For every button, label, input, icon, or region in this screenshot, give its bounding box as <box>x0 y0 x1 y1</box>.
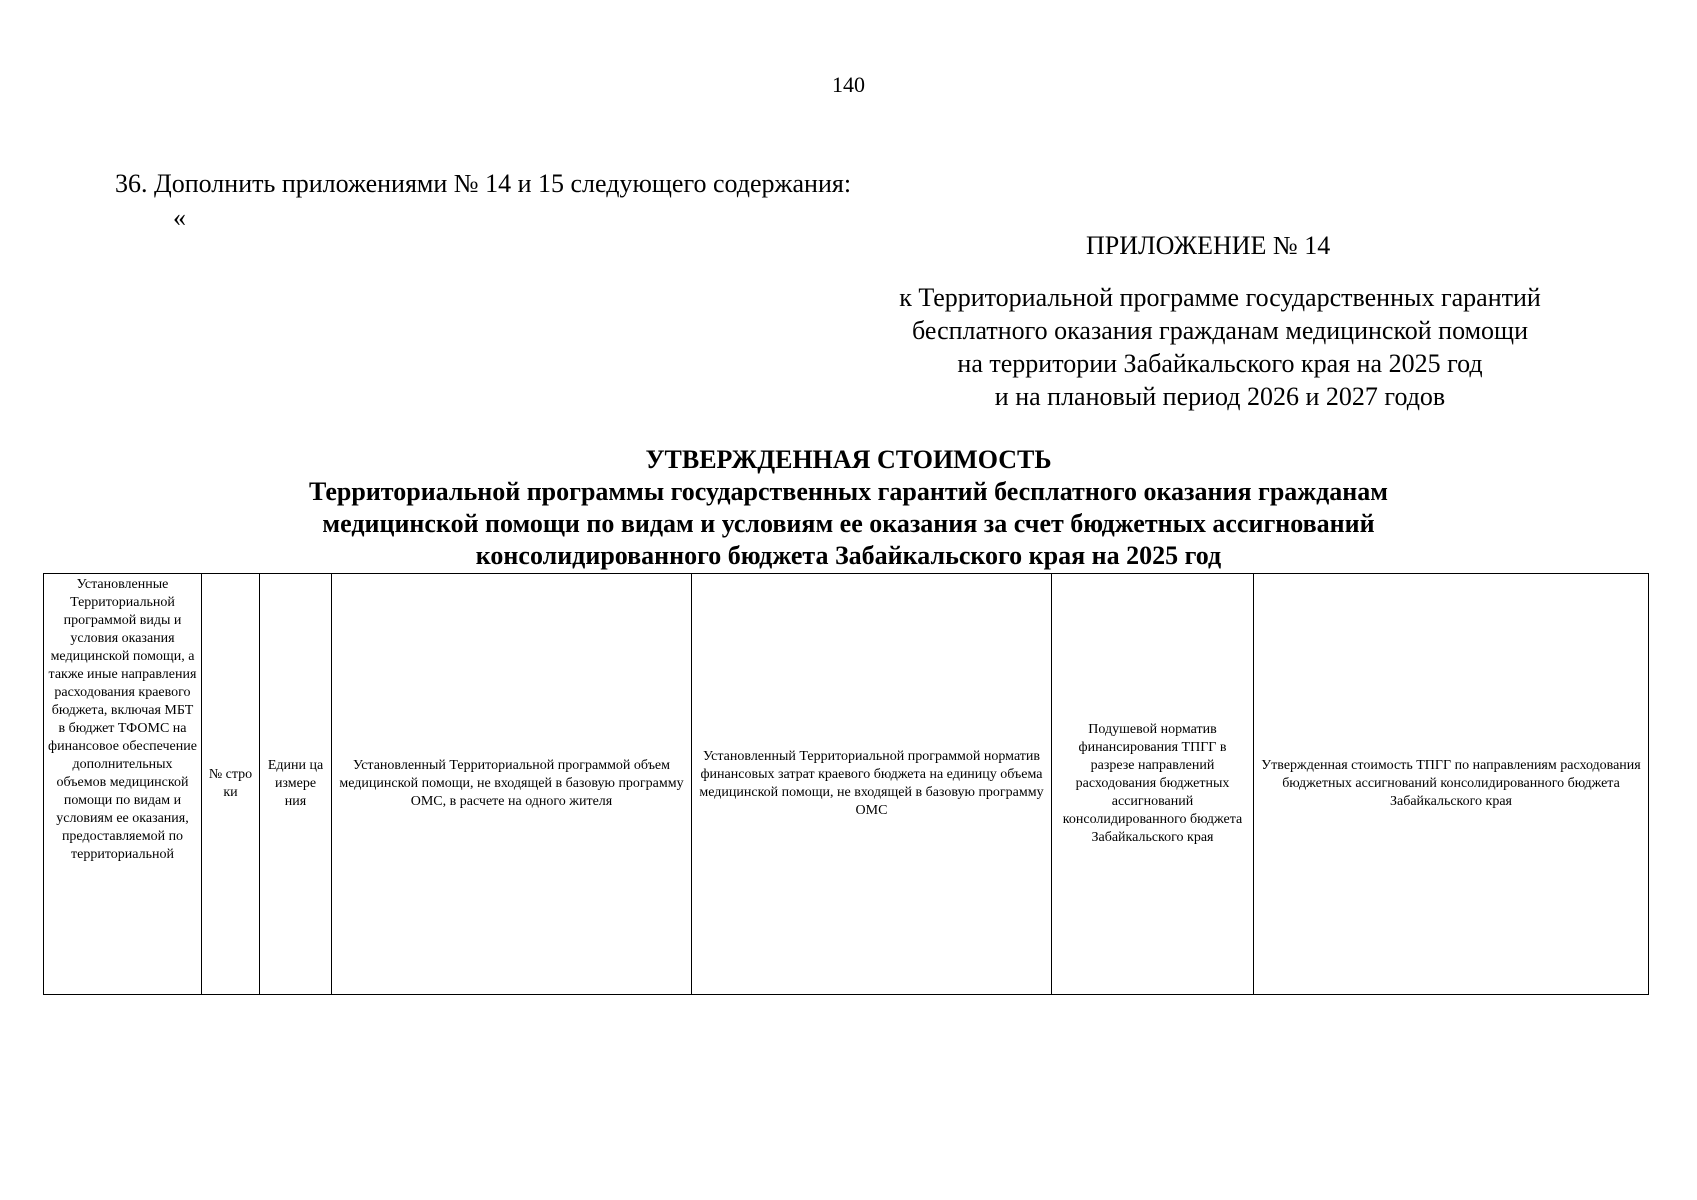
appendix-line: бесплатного оказания гражданам медицинской помощи <box>912 316 1528 345</box>
appendix-line: к Территориальной программе государственных гарантий <box>899 283 1541 312</box>
appendix-line: и на плановый период 2026 и 2027 годов <box>994 382 1446 411</box>
appendix-line: на территории Забайкальского края на 2025 год <box>957 349 1483 378</box>
intro-paragraph: 36. Дополнить приложениями № 14 и 15 следующего содержания: <box>115 169 852 198</box>
header-cell-volume: Установленный Территориальной программой объем медицинской помощи, не входящей в базовую программу ОМС, в расчете на одного жителя <box>332 574 692 995</box>
title-line: Территориальной программы государственных гарантий бесплатного оказания гражданам <box>309 477 1388 506</box>
page-number: 140 <box>832 72 865 97</box>
title-line: консолидированного бюджета Забайкальского края на 2025 год <box>475 541 1222 570</box>
header-cell-approved-cost: Утвержденная стоимость ТПГГ по направлениям расходования бюджетных ассигнований консолидированного бюджета Забайкальского края <box>1254 574 1649 995</box>
header-cell-row-number: № стро ки <box>202 574 260 995</box>
header-cell-per-capita-norm: Подушевой норматив финансирования ТПГГ в разрезе направлений расходования бюджетных ассигнований консолидированного бюджета Забайкальского края <box>1052 574 1254 995</box>
title-main: УТВЕРЖДЕННАЯ СТОИМОСТЬ <box>645 445 1052 474</box>
cost-table <box>43 573 1649 995</box>
title-line: медицинской помощи по видам и условиям ее оказания за счет бюджетных ассигнований <box>322 509 1375 538</box>
document-title <box>0 444 1697 572</box>
table-header-row <box>44 574 1649 995</box>
header-cell-unit: Едини ца измере ния <box>260 574 332 995</box>
header-cell-care-types: Установленные Территориальной программой виды и условия оказания медицинской помощи, а также иные направления расходования краевого бюджета, включая МБТ в бюджет ТФОМС на финансовое обеспечение дополнительных объемов медицинской помощи по видам и условиям ее оказания, предоставляемой по территориальной <box>44 574 202 995</box>
appendix-subtitle <box>840 281 1600 413</box>
appendix-label: ПРИЛОЖЕНИЕ № 14 <box>1086 231 1331 260</box>
opening-quote: « <box>173 203 186 232</box>
header-cell-cost-norm: Установленный Территориальной программой норматив финансовых затрат краевого бюджета на единицу объема медицинской помощи, не входящей в базовую программу ОМС <box>692 574 1052 995</box>
